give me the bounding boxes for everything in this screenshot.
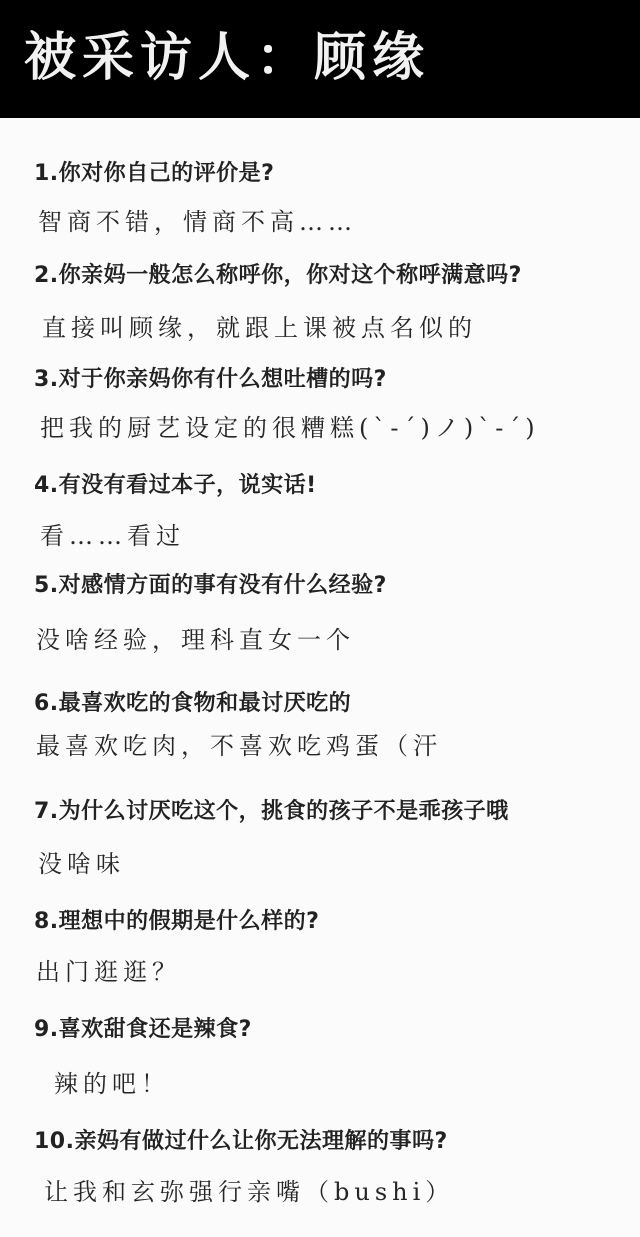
question-2: 2.你亲妈一般怎么称呼你，你对这个称呼满意吗? [34,263,522,288]
question-9: 9.喜欢甜食还是辣食? [34,1017,252,1042]
answer-9: 辣的吧！ [54,1070,170,1098]
answer-2: 直接叫顾缘，就跟上课被点名似的 [42,314,477,342]
question-10: 10.亲妈有做过什么让你无法理解的事吗? [34,1129,448,1154]
answer-5: 没啥经验，理科直女一个 [36,626,355,654]
answer-8: 出门逛逛？ [36,958,181,986]
answer-6: 最喜欢吃肉，不喜欢吃鸡蛋（汗 [36,732,442,760]
answer-10: 让我和玄弥强行亲嘴（bushi） [44,1178,455,1206]
qa-list [0,118,640,1237]
interview-title: 被采访人：顾缘 [24,27,431,88]
question-4: 4.有没有看过本子，说实话! [34,473,317,498]
title-banner [0,0,640,118]
answer-4: 看……看过 [40,522,185,550]
question-7: 7.为什么讨厌吃这个，挑食的孩子不是乖孩子哦 [34,799,509,824]
question-3: 3.对于你亲妈你有什么想吐槽的吗? [34,367,387,392]
question-6: 6.最喜欢吃的食物和最讨厌吃的 [34,691,352,716]
question-5: 5.对感情方面的事有没有什么经验? [34,573,387,598]
answer-7: 没啥味 [38,850,125,878]
question-8: 8.理想中的假期是什么样的? [34,909,320,934]
answer-1: 智商不错，情商不高…… [38,208,357,236]
answer-3: 把我的厨艺设定的很糟糕(`-´)ノ)`-´) [40,414,540,442]
question-1: 1.你对你自己的评价是? [34,161,275,186]
